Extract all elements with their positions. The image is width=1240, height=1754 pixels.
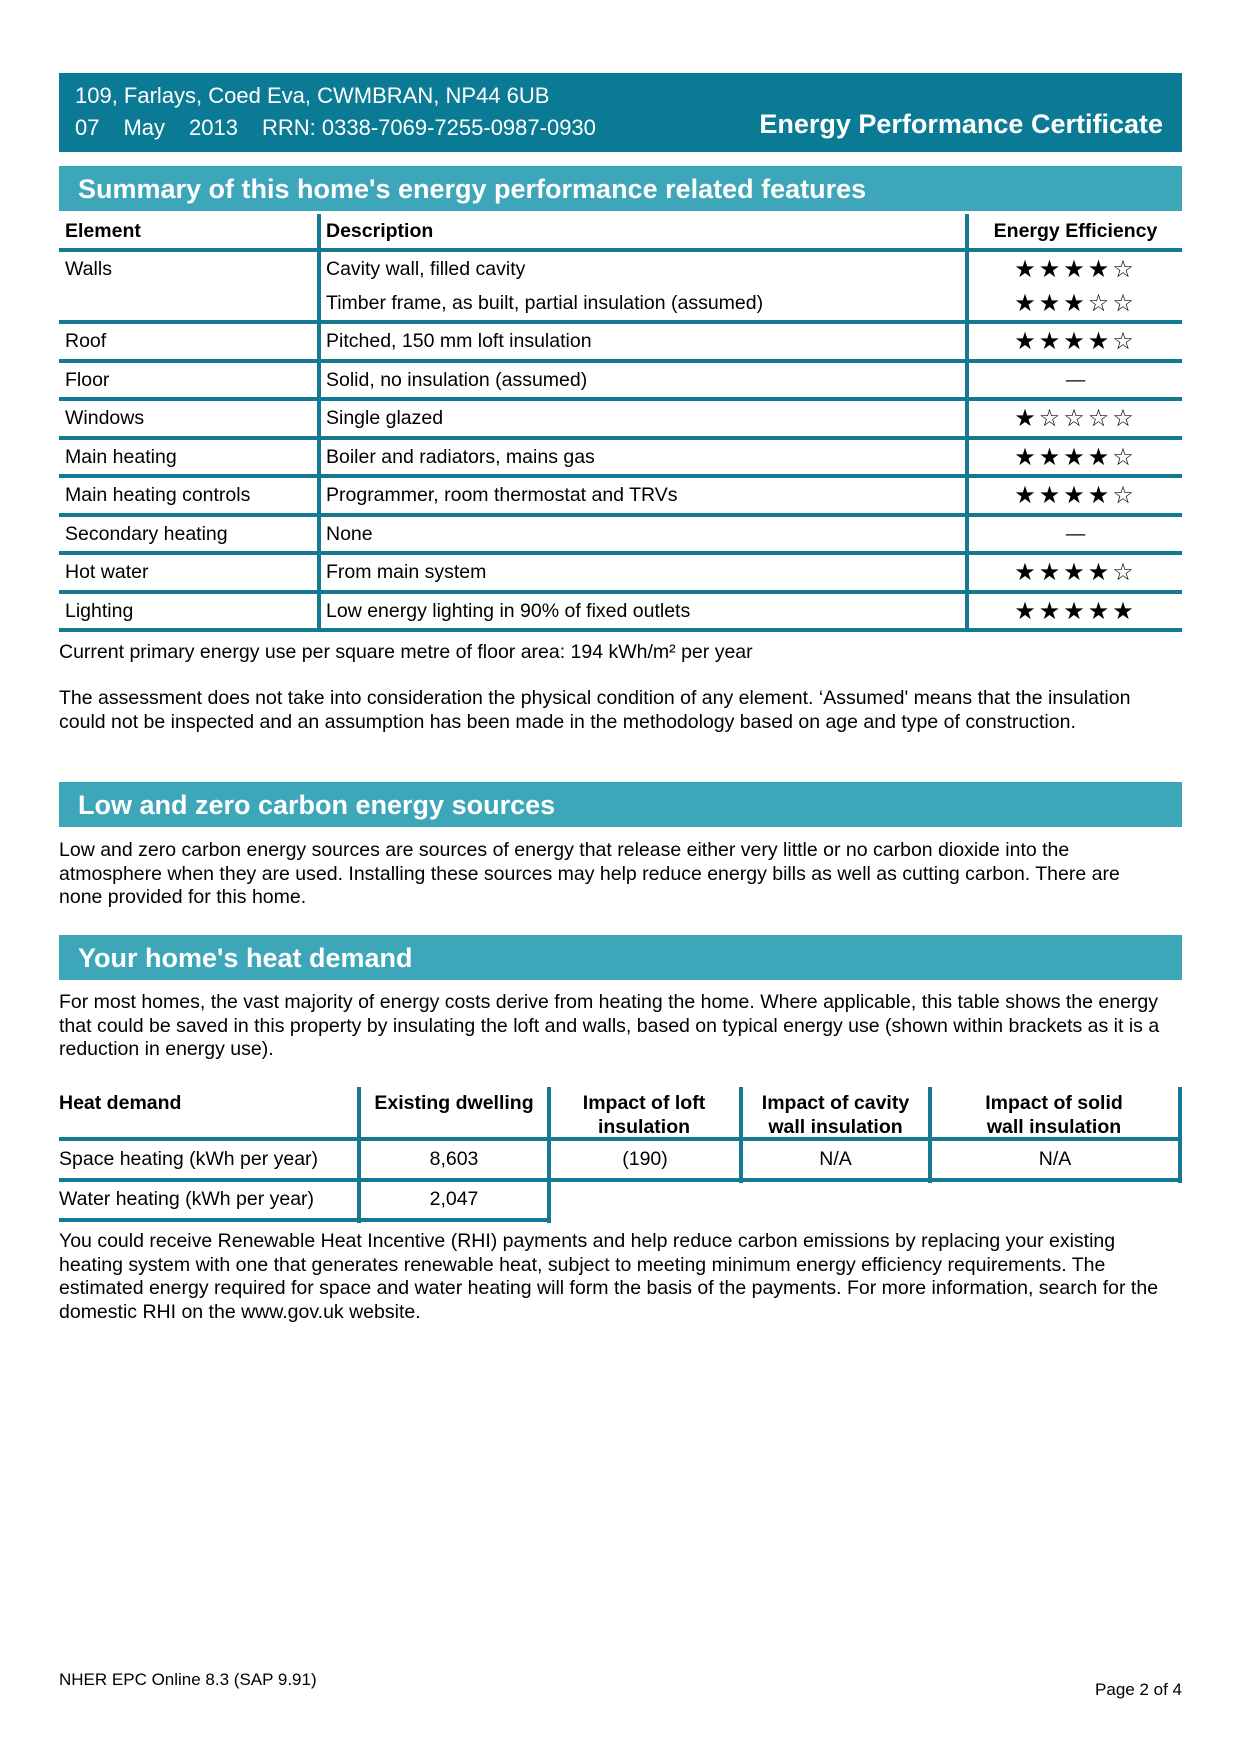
table-row — [59, 594, 1182, 633]
heat-demand-section-header — [59, 935, 1182, 980]
description: Programmer, room thermostat and TRVs — [326, 484, 678, 506]
certificate-header — [59, 73, 1182, 152]
column-header-solid: Impact of solid wall insulation — [985, 1092, 1123, 1138]
star-rating-icon: ★★★★☆ — [1014, 481, 1137, 509]
software-version: NHER EPC Online 8.3 (SAP 9.91) — [59, 1670, 317, 1689]
table-row — [59, 517, 1182, 556]
table-row — [59, 401, 1182, 440]
assessment-note: The assessment does not take into consideration the physical condition of any element. ‘Assumed' means that the insulation could not be inspected and an assumption has been made in the methodology based on age and type of construction. — [59, 687, 1131, 733]
date-year: 2013 — [189, 115, 238, 140]
section-title: Summary of this home's energy performance related features — [78, 174, 867, 204]
table-rule — [59, 1178, 1182, 1182]
description: Pitched, 150 mm loft insulation — [326, 330, 592, 352]
no-rating-dash-icon: — — [1065, 522, 1086, 545]
table-row — [59, 478, 1182, 517]
document-title: Energy Performance Certificate — [759, 109, 1163, 139]
table-rule — [59, 1218, 551, 1222]
element-label: Hot water — [65, 561, 149, 583]
space-heating-solid: N/A — [1038, 1148, 1072, 1170]
element-label: Main heating controls — [65, 484, 251, 506]
table-row — [59, 363, 1182, 402]
description: Low energy lighting in 90% of fixed outlets — [326, 599, 691, 622]
description: Boiler and radiators, mains gas — [326, 445, 595, 468]
description: From main system — [326, 561, 487, 583]
description: Cavity wall, filled cavity — [326, 258, 526, 280]
rrn: RRN: 0338-7069-7255-0987-0930 — [262, 115, 596, 140]
element-label: Floor — [65, 368, 110, 391]
water-heating-existing: 2,047 — [429, 1188, 479, 1210]
element-label: Walls — [65, 258, 112, 280]
table-row — [59, 252, 1182, 324]
table-row — [59, 555, 1182, 594]
table-row — [59, 324, 1182, 363]
description: None — [326, 522, 373, 545]
table-header-row — [59, 214, 1182, 252]
heat-demand-intro: For most homes, the vast majority of energy costs derive from heating the home. Where applicable, this table shows the energy that could be saved in this property by insulating the loft and walls, based on typical energy use (shown within brackets as it is a reduction in energy use). — [59, 991, 1160, 1060]
row-label-space-heating: Space heating (kWh per year) — [59, 1148, 319, 1170]
space-heating-existing: 8,603 — [429, 1148, 479, 1170]
no-rating-dash-icon: — — [1065, 368, 1086, 391]
description: Single glazed — [326, 407, 444, 429]
description: Solid, no insulation (assumed) — [326, 368, 588, 391]
table-rule — [1178, 1087, 1182, 1183]
element-label: Main heating — [65, 445, 177, 468]
star-rating-icon: ★★★★☆ — [1014, 327, 1137, 355]
summary-section-header — [59, 166, 1182, 211]
description: Timber frame, as built, partial insulation (assumed) — [326, 292, 764, 314]
element-label: Roof — [65, 330, 107, 352]
heat-demand-table — [59, 1087, 1182, 1223]
column-header-existing: Existing dwelling — [374, 1092, 534, 1114]
column-header-efficiency: Energy Efficiency — [993, 220, 1158, 242]
element-label: Windows — [65, 407, 145, 429]
star-rating-icon: ★☆☆☆☆ — [1014, 404, 1137, 432]
column-header-description: Description — [326, 220, 434, 242]
certificate-meta — [75, 113, 620, 143]
date-month: May — [123, 115, 166, 140]
star-rating-icon: ★★★★☆ — [1014, 255, 1137, 283]
element-label: Lighting — [65, 599, 134, 622]
primary-energy-use: Current primary energy use per square metre of floor area: 194 kWh/m² per year — [59, 641, 753, 663]
lzc-description: Low and zero carbon energy sources are sources of energy that release either very little or no carbon dioxide into the atmosphere when they are used. Installing these sources may help reduce energy bills as well as cutting carbon. There are none provided for this home. — [59, 839, 1120, 908]
star-rating-icon: ★★★★★ — [1014, 596, 1137, 625]
date-day: 07 — [75, 115, 100, 140]
star-rating-icon: ★★★☆☆ — [1014, 289, 1137, 317]
column-header-heat-demand: Heat demand — [59, 1092, 182, 1114]
space-heating-loft: (190) — [622, 1148, 668, 1170]
space-heating-cavity: N/A — [819, 1148, 852, 1170]
page-number: Page 2 of 4 — [1095, 1680, 1182, 1699]
section-title: Your home's heat demand — [78, 943, 413, 973]
features-table — [59, 214, 1182, 632]
star-rating-icon: ★★★★☆ — [1014, 442, 1137, 471]
column-header-loft: Impact of loft insulation — [582, 1092, 706, 1138]
element-label: Secondary heating — [65, 522, 228, 545]
column-header-element: Element — [65, 220, 141, 242]
section-title: Low and zero carbon energy sources — [78, 790, 556, 820]
lzc-section-header — [59, 782, 1182, 827]
table-row — [59, 440, 1182, 479]
column-header-cavity: Impact of cavity wall insulation — [761, 1092, 910, 1138]
rhi-note: You could receive Renewable Heat Incentive (RHI) payments and help reduce carbon emissions by replacing your existing heating system with one that generates renewable heat, subject to meeting minimum energy efficiency requirements. The estimated energy required for space and water heating will form the basis of the payments. For more information, search for the domestic RHI on the www.gov.uk website. — [59, 1230, 1159, 1323]
row-label-water-heating: Water heating (kWh per year) — [59, 1188, 315, 1210]
property-address: 109, Farlays, Coed Eva, CWMBRAN, NP44 6UB — [75, 83, 550, 108]
star-rating-icon: ★★★★☆ — [1014, 558, 1137, 586]
